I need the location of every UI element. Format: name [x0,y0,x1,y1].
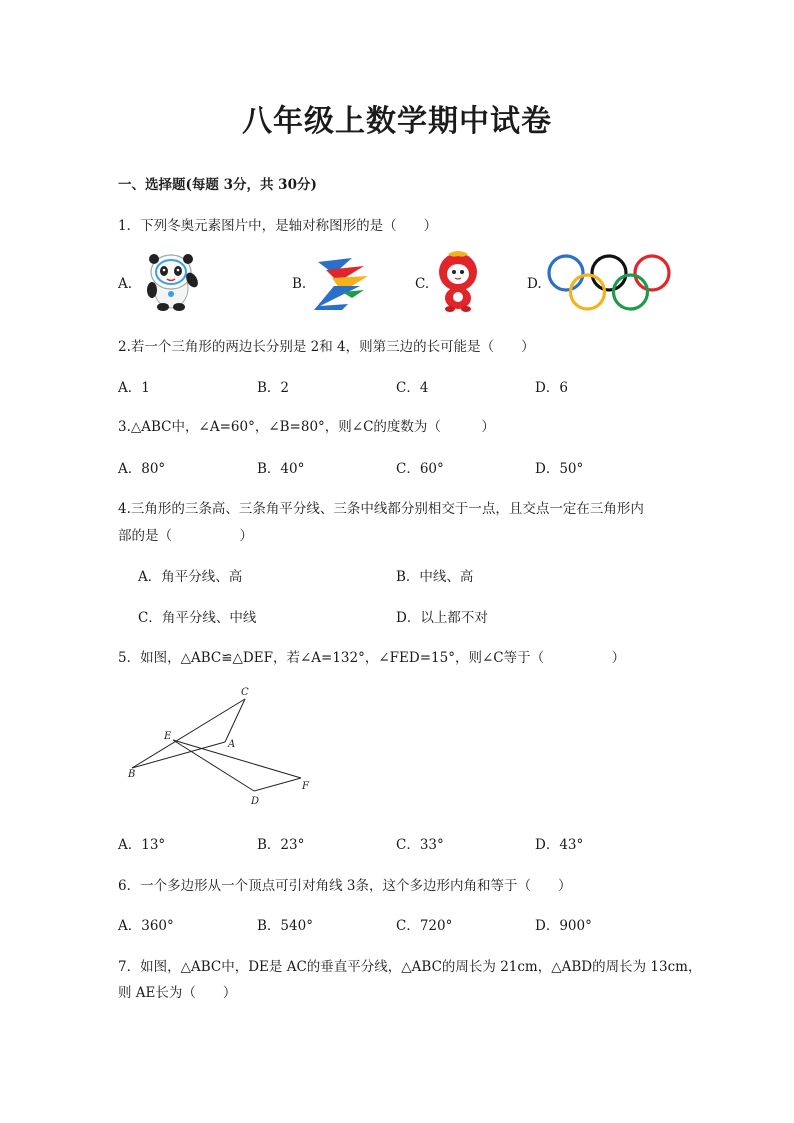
question-7-stem-line-2: 则 AE长为（ ） [118,985,237,1001]
ring-blue [549,256,583,290]
q1-option-a-label: A. [118,276,133,292]
label-c: C [241,687,249,698]
q1-option-c-label: C. [415,276,430,292]
q3-option-b: B．40° [257,461,305,477]
q5-option-a: A．13° [118,837,166,853]
label-e: E [164,731,172,742]
bing-dwen-dwen-icon [140,250,202,316]
q3-option-d: D．50° [535,461,584,477]
question-1-stem: 1．下列冬奥元素图片中，是轴对称图形的是（ ） [118,218,438,234]
q2-option-c: C．4 [396,380,429,396]
label-a: A [228,739,236,750]
ring-black [592,256,626,290]
q5-option-d: D．43° [535,837,584,853]
ring-yellow [571,275,605,309]
q6-option-a: A．360° [118,918,174,934]
q3-option-c: C．60° [396,461,444,477]
q6-option-b: B．540° [257,918,313,934]
question-2-stem: 2.若一个三角形的两边长分别是 2和 4，则第三边的长可能是（ ） [118,339,535,355]
q3-option-a: A．80° [118,461,166,477]
label-d: D [251,796,260,807]
question-5-stem: 5．如图，△ABC≌△DEF，若∠A=132°，∠FED=15°，则∠C等于（ ） [118,650,626,666]
q2-option-b: B．2 [257,380,290,396]
ring-red [635,256,669,290]
segment-bc [132,699,245,768]
label-f: F [302,781,309,792]
q5-figure [118,682,328,816]
question-4-stem-line-1: 4.三角形的三条高、三条角平分线、三条中线都分别相交于一点，且交点一定在三角形内 [118,501,644,517]
beijing-2022-emblem-icon [312,252,372,314]
section-heading: 一、选择题(每题 3分，共 30分) [118,177,317,193]
q6-option-c: C．720° [396,918,453,934]
segment-df [254,778,301,791]
question-7-stem-line-1: 7．如图，△ABC中，DE是 AC的垂直平分线，△ABC的周长为 21cm，△ABD的周长为 13cm， [118,959,702,975]
ring-green [614,275,648,309]
q4-option-d: D．以上都不对 [396,610,488,626]
q1-option-d-label: D. [527,276,542,292]
q2-option-a: A．1 [118,380,150,396]
q5-option-b: B．23° [257,837,305,853]
q1-option-b-label: B. [292,276,307,292]
q4-option-b: B．中线、高 [396,569,474,585]
segment-ed [173,740,254,791]
label-b: B [128,769,136,780]
question-3-stem: 3.△ABC中，∠A=60°，∠B=80°，则∠C的度数为（ ） [118,419,495,435]
q6-option-d: D．900° [535,918,592,934]
q4-option-a: A．角平分线、高 [138,569,243,585]
q4-option-c: C．角平分线、中线 [138,610,257,626]
segment-ef [173,740,301,778]
q5-option-c: C．33° [396,837,444,853]
page-title: 八年级上数学期中试卷 [242,104,552,139]
q2-option-d: D．6 [535,380,568,396]
olympic-rings-icon [547,254,671,316]
shuey-rhon-rhon-icon [434,250,482,316]
question-6-stem: 6．一个多边形从一个顶点可引对角线 3条，这个多边形内角和等于（ ） [118,878,572,894]
question-4-stem-line-2: 部的是（ ） [118,528,253,544]
